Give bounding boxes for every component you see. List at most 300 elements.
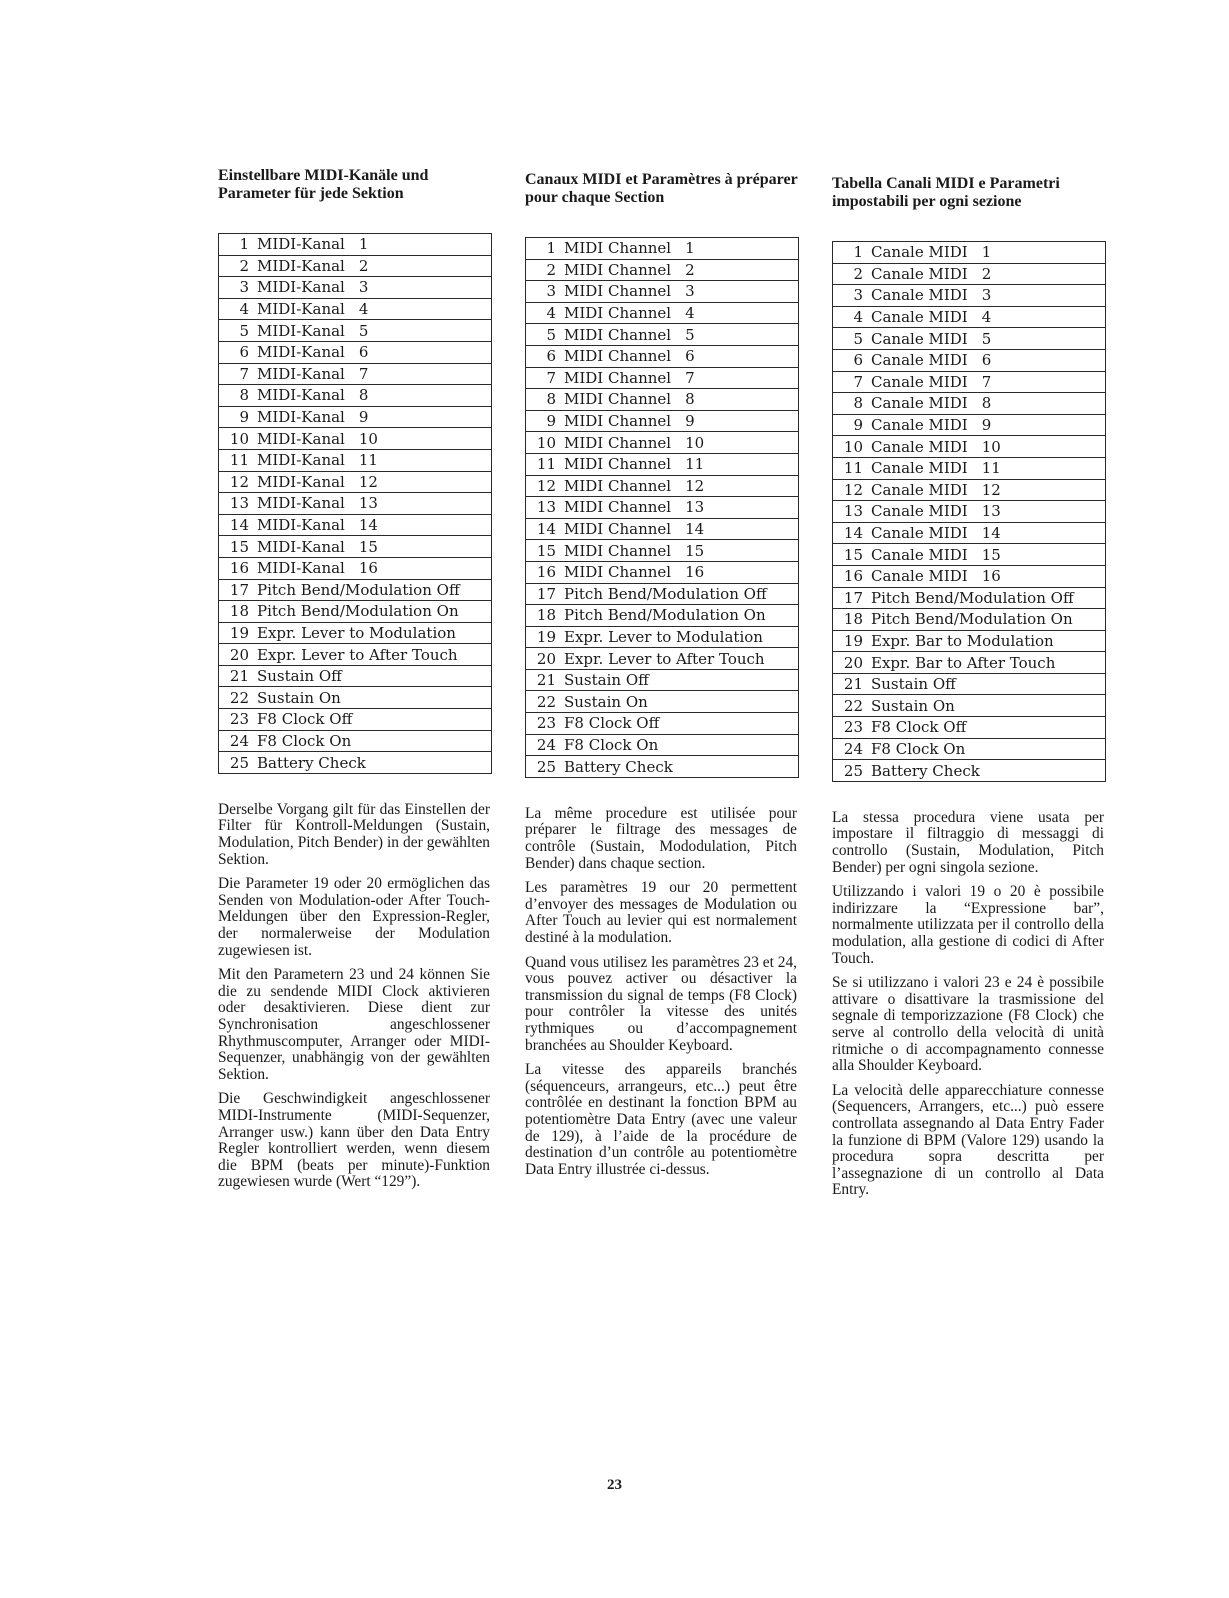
table-row (833, 242, 1106, 264)
table-cell (833, 587, 1106, 609)
table-row (219, 730, 492, 752)
row-number: 17 (536, 584, 556, 603)
table-row (526, 389, 799, 411)
row-label: Sustain On (257, 688, 341, 707)
table-cell (526, 238, 799, 260)
table-cell (833, 263, 1106, 285)
row-label: MIDI Channel (564, 476, 672, 495)
table-row (526, 691, 799, 713)
table-row (833, 263, 1106, 285)
row-number: 1 (853, 243, 863, 262)
table-cell (526, 389, 799, 411)
table-row (833, 565, 1106, 587)
row-number: 2 (239, 256, 249, 275)
row-number: 21 (536, 671, 556, 690)
table-cell (833, 673, 1106, 695)
table-row (833, 371, 1106, 393)
table-cell (219, 730, 492, 752)
row-label: Canale MIDI (871, 394, 968, 413)
table-row (833, 306, 1106, 328)
table-cell (833, 717, 1106, 739)
row-label: Pitch Bend/Modulation Off (871, 588, 1074, 607)
row-channel: 12 (685, 476, 705, 495)
row-number: 5 (853, 329, 863, 348)
row-number: 8 (546, 390, 556, 409)
row-number: 4 (853, 308, 863, 327)
row-number: 9 (853, 416, 863, 435)
row-number: 10 (229, 429, 249, 448)
table-cell (833, 522, 1106, 544)
row-label: Battery Check (871, 761, 980, 780)
table-cell (833, 393, 1106, 415)
row-channel: 8 (981, 394, 992, 413)
table-row (219, 277, 492, 299)
table-cell (526, 605, 799, 627)
row-channel: 15 (981, 545, 1001, 564)
table-row (526, 475, 799, 497)
row-label: MIDI-Kanal (257, 300, 345, 319)
page-number: 23 (607, 1477, 622, 1493)
row-channel: 8 (685, 390, 695, 409)
row-channel: 3 (685, 282, 695, 301)
table-cell (526, 691, 799, 713)
row-label: F8 Clock On (871, 739, 966, 758)
row-number: 14 (536, 520, 556, 539)
table-row (833, 522, 1106, 544)
row-label: Canale MIDI (871, 264, 968, 283)
table-cell (833, 414, 1106, 436)
row-label: Sustain Off (871, 675, 956, 694)
table-cell (526, 540, 799, 562)
table-cell (219, 557, 492, 579)
row-label: MIDI Channel (564, 347, 672, 366)
row-channel: 4 (685, 304, 695, 323)
table-cell (526, 302, 799, 324)
row-channel: 4 (981, 308, 992, 327)
row-channel: 16 (358, 559, 378, 578)
table-row (219, 298, 492, 320)
table-cell (526, 475, 799, 497)
table-cell (219, 514, 492, 536)
table-cell (219, 493, 492, 515)
body-text (218, 802, 490, 1191)
row-label: MIDI Channel (564, 390, 672, 409)
row-label: Battery Check (257, 753, 366, 772)
row-label: MIDI-Kanal (257, 235, 345, 254)
table-cell (219, 665, 492, 687)
row-channel: 6 (358, 343, 369, 362)
row-label: Expr. Lever to Modulation (564, 627, 763, 646)
table-cell (833, 738, 1106, 760)
row-channel: 6 (981, 351, 992, 370)
paragraph: Mit den Parametern 23 und 24 können Sie die zu sendende MIDI Clock aktivieren oder desaktivieren. Diese dient zur Synchronisation angeschlossener Rhythmuscomputer, Arranger oder MIDI-Sequenzer, unabhängig von der gewählten Sektion. (218, 966, 490, 1083)
table-cell (219, 449, 492, 471)
row-number: 13 (536, 498, 556, 517)
row-label: MIDI-Kanal (257, 559, 345, 578)
row-number: 9 (239, 408, 249, 427)
table-row (526, 540, 799, 562)
row-number: 1 (546, 239, 556, 258)
table-cell (526, 497, 799, 519)
row-number: 16 (536, 563, 556, 582)
table-cell (833, 371, 1106, 393)
row-number: 18 (843, 610, 863, 629)
row-number: 24 (843, 739, 863, 758)
row-label: MIDI-Kanal (257, 343, 345, 362)
row-label: MIDI-Kanal (257, 516, 345, 535)
table-row (833, 328, 1106, 350)
row-label: Pitch Bend/Modulation Off (257, 580, 460, 599)
row-label: Expr. Bar to Modulation (871, 631, 1054, 650)
table-cell (833, 544, 1106, 566)
column-italian (832, 0, 1112, 1207)
row-channel: 15 (358, 537, 378, 556)
row-channel: 10 (981, 437, 1001, 456)
row-channel: 6 (685, 347, 695, 366)
row-label: MIDI-Kanal (257, 494, 345, 513)
table-cell (219, 385, 492, 407)
row-number: 8 (239, 386, 249, 405)
row-label: MIDI-Kanal (257, 278, 345, 297)
table-cell (526, 756, 799, 778)
table-row (526, 345, 799, 367)
table-row (526, 626, 799, 648)
row-number: 22 (843, 696, 863, 715)
row-label: Sustain On (871, 696, 955, 715)
row-number: 16 (843, 567, 863, 586)
row-channel: 5 (685, 325, 695, 344)
row-number: 25 (229, 753, 249, 772)
row-number: 19 (229, 623, 249, 642)
row-number: 15 (229, 537, 249, 556)
table-row (219, 255, 492, 277)
table-row (833, 695, 1106, 717)
table-cell (219, 579, 492, 601)
table-cell (833, 436, 1106, 458)
table-row (219, 514, 492, 536)
row-number: 19 (843, 631, 863, 650)
table-row (219, 234, 492, 256)
table-row (526, 605, 799, 627)
table-row (526, 453, 799, 475)
table-cell (219, 536, 492, 558)
row-label: F8 Clock Off (257, 710, 353, 729)
row-number: 19 (536, 627, 556, 646)
row-number: 10 (536, 433, 556, 452)
paragraph: Quand vous utilisez les paramètres 23 et 24, vous pouvez activer ou désactiver la transmission du signal de temps (F8 Clock) pour contrôler la vitesse des unités rythmiques ou d’accompagnement branchées au Shoulder Keyboard. (525, 953, 797, 1054)
row-number: 18 (229, 602, 249, 621)
row-channel: 14 (358, 516, 378, 535)
table-row (833, 393, 1106, 415)
row-number: 20 (843, 653, 863, 672)
row-channel: 14 (685, 520, 705, 539)
row-channel: 2 (685, 260, 695, 279)
row-label: Canale MIDI (871, 524, 968, 543)
table-cell (526, 432, 799, 454)
table-cell (219, 363, 492, 385)
row-channel: 10 (358, 429, 378, 448)
row-label: MIDI Channel (564, 325, 672, 344)
table-cell (833, 501, 1106, 523)
row-number: 17 (843, 588, 863, 607)
table-row (219, 471, 492, 493)
row-label: Sustain Off (257, 667, 342, 686)
row-channel: 5 (358, 321, 369, 340)
row-channel: 13 (981, 502, 1001, 521)
table-row (526, 302, 799, 324)
row-number: 4 (239, 300, 249, 319)
table-row (833, 760, 1106, 782)
row-label: Battery Check (564, 757, 673, 776)
row-label: Canale MIDI (871, 459, 968, 478)
table-cell (526, 626, 799, 648)
row-channel: 9 (685, 412, 695, 431)
row-label: MIDI Channel (564, 541, 672, 560)
table-cell (833, 328, 1106, 350)
row-number: 13 (843, 502, 863, 521)
row-label: MIDI-Kanal (257, 386, 345, 405)
row-label: Canale MIDI (871, 286, 968, 305)
table-row (219, 320, 492, 342)
table-row (219, 557, 492, 579)
table-row (219, 709, 492, 731)
row-channel: 4 (358, 300, 369, 319)
table-row (833, 544, 1106, 566)
row-number: 23 (229, 710, 249, 729)
row-number: 14 (843, 524, 863, 543)
row-number: 2 (853, 264, 863, 283)
table-cell (219, 644, 492, 666)
table-row (219, 341, 492, 363)
row-label: MIDI Channel (564, 368, 672, 387)
row-label: MIDI Channel (564, 433, 672, 452)
row-channel: 12 (358, 472, 378, 491)
table-row (833, 479, 1106, 501)
paragraph: Se si utilizzano i valori 23 e 24 è possibile attivare o disattivare la trasmissione del segnale di temporizzazione (F8 Clock) che serve al controllo della velocità di unità ritmiche o di accompagnamento connesse alla Shoulder Keyboard. (832, 974, 1104, 1075)
table-row (526, 410, 799, 432)
row-label: Pitch Bend/Modulation Off (564, 584, 767, 603)
row-number: 7 (239, 364, 249, 383)
parameter-table (525, 237, 799, 778)
row-label: MIDI-Kanal (257, 408, 345, 427)
row-number: 21 (229, 667, 249, 686)
row-channel: 13 (358, 494, 378, 513)
row-channel: 11 (685, 455, 705, 474)
row-label: Expr. Lever to After Touch (257, 645, 458, 664)
table-cell (833, 760, 1106, 782)
row-number: 12 (229, 472, 249, 491)
table-cell (219, 752, 492, 774)
table-cell (219, 709, 492, 731)
paragraph: Derselbe Vorgang gilt für das Einstellen der Filter für Kontroll-Meldungen (Sustain, Modulation, Pitch Bender) in der gewählten Sektion. (218, 800, 490, 868)
row-number: 22 (536, 692, 556, 711)
row-number: 5 (546, 325, 556, 344)
paragraph: La stessa procedura viene usata per impostare il filtraggio di messaggi di controllo (Sustain, Modulation, Pitch Bender) per ogni singola sezione. (832, 808, 1104, 876)
row-channel: 11 (358, 451, 378, 470)
row-label: F8 Clock Off (871, 718, 967, 737)
row-label: MIDI Channel (564, 498, 672, 517)
row-label: MIDI Channel (564, 282, 672, 301)
table-row (526, 259, 799, 281)
table-cell (219, 298, 492, 320)
row-number: 12 (843, 480, 863, 499)
row-number: 1 (239, 235, 249, 254)
paragraph: Utilizzando i valori 19 o 20 è possibile indirizzare la “Expressione bar”, normalmente utilizzata per il controllo della modulation, alla gestione di codici di After Touch. (832, 883, 1104, 967)
table-row (526, 561, 799, 583)
table-cell (833, 609, 1106, 631)
row-label: F8 Clock Off (564, 714, 660, 733)
table-cell (526, 648, 799, 670)
section-heading: Tabella Canali MIDI e Parametri impostabili per ogni sezione (832, 175, 1060, 210)
row-number: 5 (239, 321, 249, 340)
row-label: Canale MIDI (871, 567, 968, 586)
table-row (526, 756, 799, 778)
row-label: MIDI Channel (564, 304, 672, 323)
row-label: MIDI Channel (564, 260, 672, 279)
row-number: 22 (229, 688, 249, 707)
table-row (219, 579, 492, 601)
row-channel: 7 (981, 372, 992, 391)
table-row (833, 717, 1106, 739)
row-number: 24 (536, 735, 556, 754)
table-row (526, 324, 799, 346)
row-channel: 5 (981, 329, 992, 348)
row-number: 15 (536, 541, 556, 560)
table-cell (219, 277, 492, 299)
table-cell (526, 453, 799, 475)
row-number: 11 (536, 455, 556, 474)
row-label: F8 Clock On (564, 735, 659, 754)
table-cell (526, 713, 799, 735)
row-channel: 7 (358, 364, 369, 383)
paragraph: Die Parameter 19 oder 20 ermöglichen das Senden von Modulation-oder After Touch-Meldungen über den Expression-Regler, der normalerweise der Modulation zugewiesen ist. (218, 875, 490, 959)
row-number: 20 (229, 645, 249, 664)
body-text (525, 806, 797, 1178)
row-label: Canale MIDI (871, 372, 968, 391)
row-number: 12 (536, 476, 556, 495)
parameter-table (832, 241, 1106, 782)
row-number: 11 (229, 451, 249, 470)
row-label: Expr. Bar to After Touch (871, 653, 1056, 672)
row-number: 15 (843, 545, 863, 564)
row-channel: 1 (981, 243, 992, 262)
table-cell (526, 281, 799, 303)
table-row (833, 738, 1106, 760)
table-row (219, 385, 492, 407)
table-cell (833, 306, 1106, 328)
column-german (218, 0, 498, 1199)
row-label: MIDI Channel (564, 520, 672, 539)
table-row (219, 493, 492, 515)
row-number: 14 (229, 516, 249, 535)
table-row (219, 622, 492, 644)
table-cell (833, 652, 1106, 674)
row-channel: 1 (358, 235, 369, 254)
row-label: Canale MIDI (871, 502, 968, 521)
row-label: Canale MIDI (871, 545, 968, 564)
row-channel: 9 (358, 408, 369, 427)
row-number: 6 (546, 347, 556, 366)
table-cell (219, 234, 492, 256)
table-row (219, 752, 492, 774)
table-row (833, 673, 1106, 695)
table-cell (219, 622, 492, 644)
row-channel: 13 (685, 498, 705, 517)
table-cell (526, 561, 799, 583)
table-row (833, 285, 1106, 307)
row-channel: 7 (685, 368, 695, 387)
table-cell (833, 695, 1106, 717)
table-row (526, 281, 799, 303)
row-number: 6 (853, 351, 863, 370)
table-row (833, 501, 1106, 523)
table-cell (833, 565, 1106, 587)
table-cell (219, 255, 492, 277)
table-row (219, 406, 492, 428)
table-cell (219, 687, 492, 709)
table-row (219, 665, 492, 687)
table-row (219, 449, 492, 471)
row-label: MIDI Channel (564, 412, 672, 431)
table-cell (526, 259, 799, 281)
row-label: Canale MIDI (871, 416, 968, 435)
table-row (833, 587, 1106, 609)
row-number: 3 (239, 278, 249, 297)
parameter-table (218, 233, 492, 774)
row-channel: 8 (358, 386, 369, 405)
table-cell (526, 518, 799, 540)
row-label: MIDI-Kanal (257, 451, 345, 470)
table-row (526, 497, 799, 519)
row-number: 2 (546, 260, 556, 279)
row-label: Pitch Bend/Modulation On (564, 606, 766, 625)
row-number: 24 (229, 731, 249, 750)
row-label: Pitch Bend/Modulation On (257, 602, 459, 621)
row-number: 7 (853, 372, 863, 391)
table-cell (833, 242, 1106, 264)
row-label: Canale MIDI (871, 480, 968, 499)
row-number: 13 (229, 494, 249, 513)
row-number: 10 (843, 437, 863, 456)
row-number: 3 (853, 286, 863, 305)
row-label: MIDI-Kanal (257, 472, 345, 491)
row-label: MIDI Channel (564, 455, 672, 474)
row-channel: 2 (981, 264, 992, 283)
row-number: 20 (536, 649, 556, 668)
table-row (219, 601, 492, 623)
row-channel: 3 (358, 278, 369, 297)
row-number: 4 (546, 304, 556, 323)
table-cell (219, 428, 492, 450)
table-row (833, 349, 1106, 371)
table-row (219, 687, 492, 709)
row-number: 7 (546, 368, 556, 387)
table-row (526, 518, 799, 540)
table-row (833, 457, 1106, 479)
row-channel: 11 (981, 459, 1001, 478)
row-number: 23 (536, 714, 556, 733)
row-label: Expr. Lever to After Touch (564, 649, 765, 668)
table-row (219, 536, 492, 558)
table-cell (526, 324, 799, 346)
table-cell (219, 341, 492, 363)
row-number: 25 (536, 757, 556, 776)
row-label: Sustain On (564, 692, 648, 711)
section-heading: Canaux MIDI et Paramètres à préparer pour chaque Section (525, 171, 798, 206)
table-cell (833, 630, 1106, 652)
row-number: 6 (239, 343, 249, 362)
table-row (833, 436, 1106, 458)
